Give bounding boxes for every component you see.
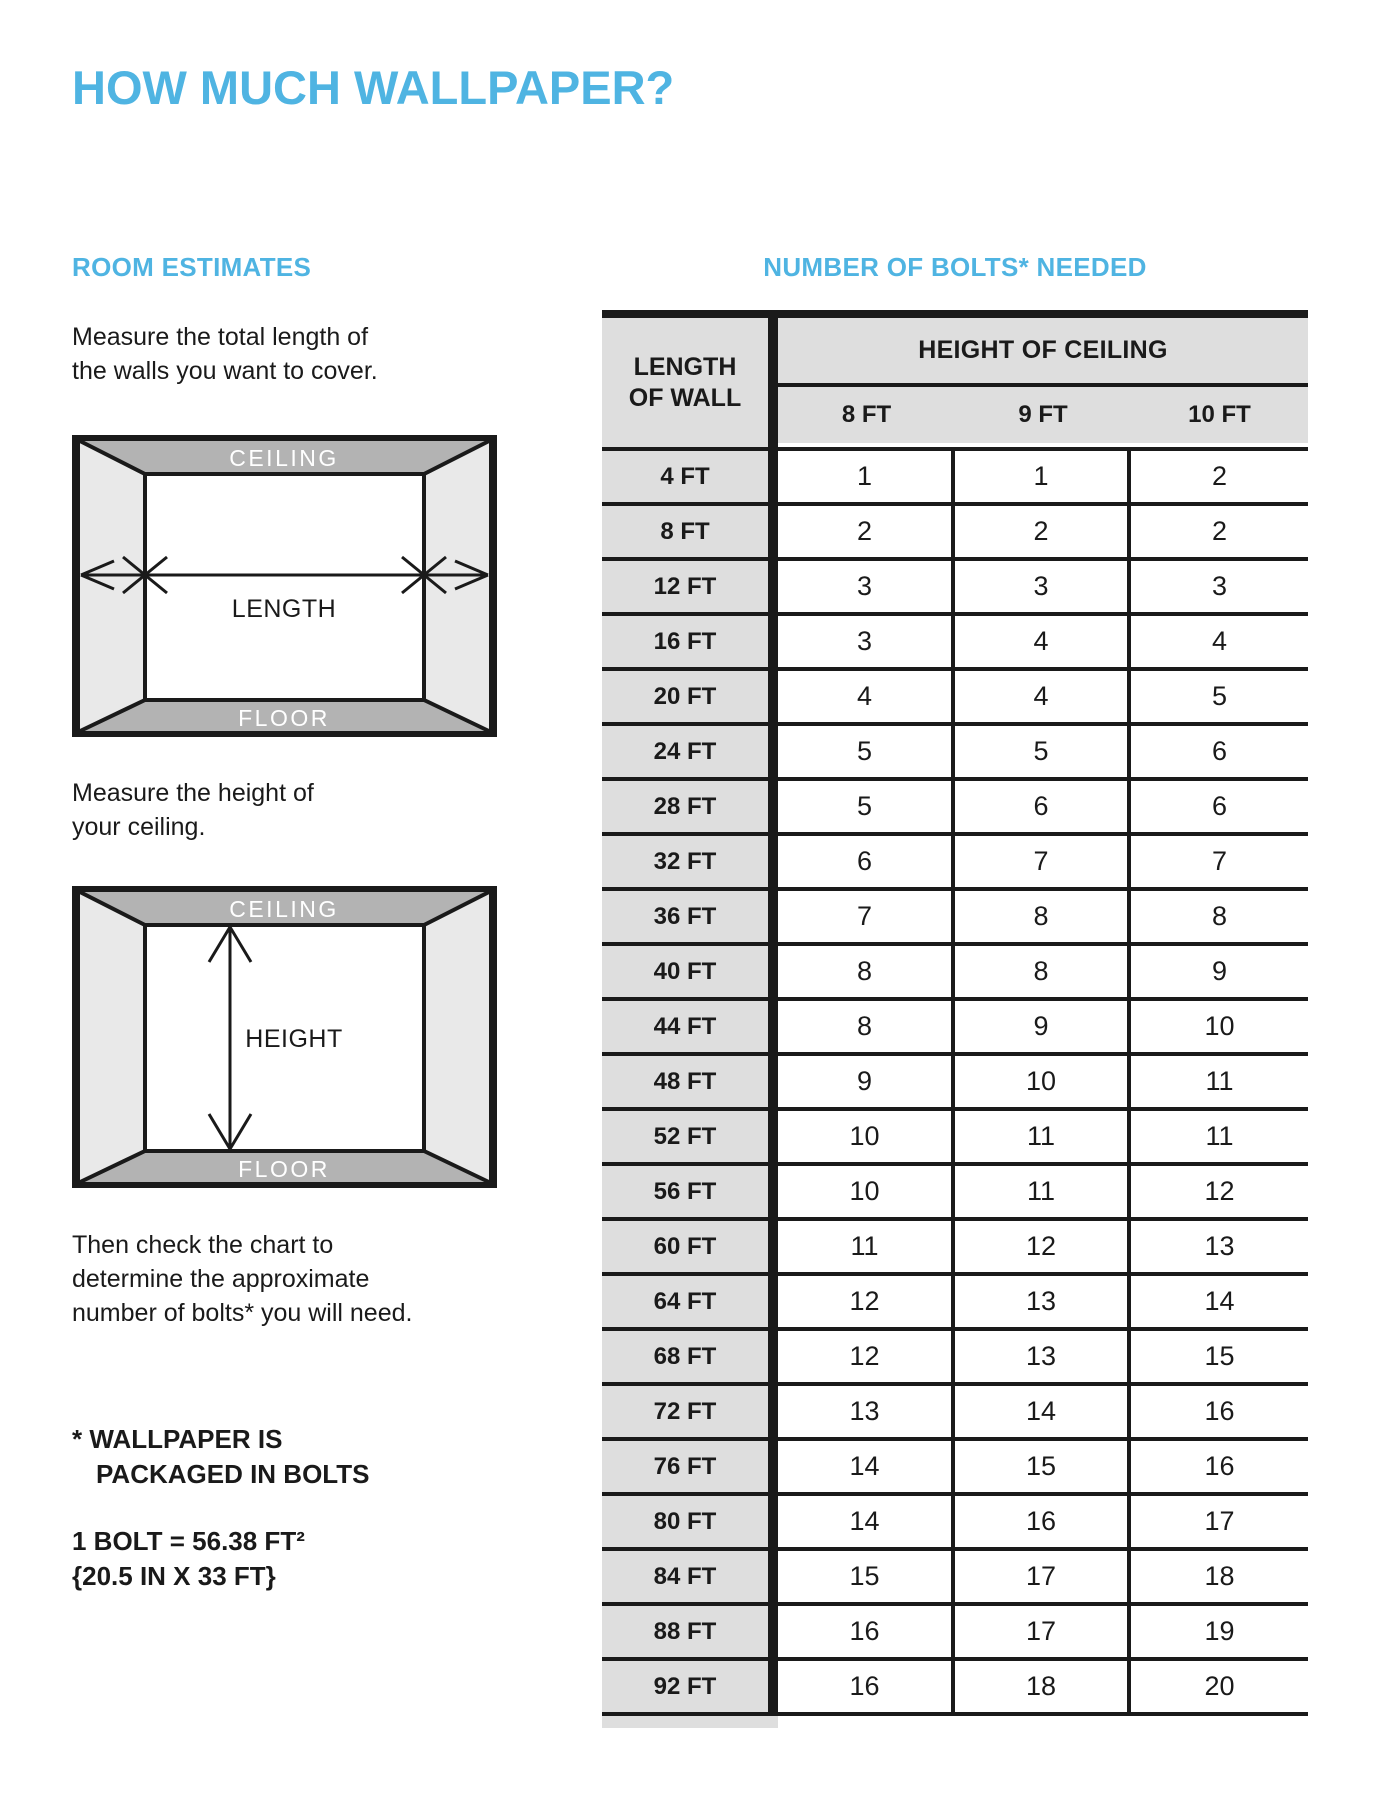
bolt-size-info <box>72 1524 305 1594</box>
bolts-needed-heading: NUMBER OF BOLTS* NEEDED <box>763 252 1147 282</box>
header-line: OF WALL <box>628 383 742 412</box>
table-cell: 5 <box>778 781 955 832</box>
bolt-info-line: 1 BOLT = 56.38 FT² <box>72 1526 305 1556</box>
row-label: 48 FT <box>602 1056 778 1107</box>
para-line: Measure the total length of <box>72 323 369 351</box>
table-row <box>602 506 1308 561</box>
row-label: 80 FT <box>602 1496 778 1547</box>
table-row <box>602 671 1308 726</box>
footnote-line: * WALLPAPER IS <box>72 1424 283 1454</box>
table-cell: 14 <box>778 1441 955 1492</box>
table-cell: 13 <box>1131 1221 1308 1272</box>
table-cell: 8 <box>955 946 1131 997</box>
table-cell: 17 <box>1131 1496 1308 1547</box>
table-cell: 19 <box>1131 1606 1308 1657</box>
room-length-diagram <box>72 435 497 737</box>
length-label: LENGTH <box>231 595 337 623</box>
row-label: 60 FT <box>602 1221 778 1272</box>
table-cell: 10 <box>778 1111 955 1162</box>
table-row <box>602 1221 1308 1276</box>
table-cell: 5 <box>955 726 1131 777</box>
row-label: 12 FT <box>602 561 778 612</box>
table-row <box>602 726 1308 781</box>
bolts-table <box>602 310 1308 1728</box>
table-cell: 3 <box>1131 561 1308 612</box>
row-label: 44 FT <box>602 1001 778 1052</box>
table-header <box>602 318 1308 451</box>
table-cell: 17 <box>955 1606 1131 1657</box>
table-cell: 6 <box>955 781 1131 832</box>
table-cell: 16 <box>1131 1386 1308 1437</box>
row-label: 16 FT <box>602 616 778 667</box>
table-cell: 7 <box>1131 836 1308 887</box>
row-label: 52 FT <box>602 1111 778 1162</box>
para-check-chart <box>72 1228 412 1330</box>
table-cell: 13 <box>955 1331 1131 1382</box>
footnote-line: PACKAGED IN BOLTS <box>96 1459 370 1489</box>
table-cell: 17 <box>955 1551 1131 1602</box>
table-cell: 14 <box>778 1496 955 1547</box>
table-cell: 2 <box>955 506 1131 557</box>
table-row <box>602 1386 1308 1441</box>
row-label: 72 FT <box>602 1386 778 1437</box>
table-cell: 6 <box>1131 726 1308 777</box>
row-label: 8 FT <box>602 506 778 557</box>
bolts-footnote <box>72 1422 369 1492</box>
para-line: your ceiling. <box>72 813 206 841</box>
table-cell: 3 <box>778 561 955 612</box>
room-height-diagram <box>72 886 497 1188</box>
table-cell: 9 <box>955 1001 1131 1052</box>
table-cell: 9 <box>778 1056 955 1107</box>
table-cell: 1 <box>778 451 955 502</box>
header-line: LENGTH <box>633 352 737 381</box>
table-cell: 14 <box>955 1386 1131 1437</box>
table-row <box>602 1551 1308 1606</box>
ceiling-label: CEILING <box>229 896 339 922</box>
table-cell: 3 <box>955 561 1131 612</box>
room-estimates-heading: ROOM ESTIMATES <box>72 252 312 282</box>
table-row <box>602 1111 1308 1166</box>
table-cell: 4 <box>955 671 1131 722</box>
table-cell: 18 <box>955 1661 1131 1712</box>
table-cell: 5 <box>1131 671 1308 722</box>
table-cell: 18 <box>1131 1551 1308 1602</box>
row-label: 32 FT <box>602 836 778 887</box>
table-cell: 5 <box>778 726 955 777</box>
back-wall <box>145 474 424 700</box>
table-row <box>602 1331 1308 1386</box>
table-cell: 10 <box>778 1166 955 1217</box>
height-of-ceiling-header: HEIGHT OF CEILING <box>778 318 1308 387</box>
table-cell: 7 <box>955 836 1131 887</box>
table-cell: 9 <box>1131 946 1308 997</box>
row-label: 36 FT <box>602 891 778 942</box>
table-cell: 8 <box>955 891 1131 942</box>
table-row <box>602 1056 1308 1111</box>
table-body <box>602 451 1308 1716</box>
table-cell: 3 <box>778 616 955 667</box>
table-cell: 4 <box>1131 616 1308 667</box>
row-label: 20 FT <box>602 671 778 722</box>
table-cell: 11 <box>955 1166 1131 1217</box>
row-label: 24 FT <box>602 726 778 777</box>
ceiling-height-header-group <box>778 318 1308 447</box>
table-cell: 15 <box>955 1441 1131 1492</box>
row-label: 4 FT <box>602 451 778 502</box>
table-row <box>602 1276 1308 1331</box>
para-measure-height <box>72 776 314 844</box>
col-header-8ft: 8 FT <box>841 401 892 428</box>
room-length-diagram-svg <box>72 435 497 737</box>
bolt-info-line: {20.5 IN X 33 FT} <box>72 1561 276 1591</box>
row-label: 76 FT <box>602 1441 778 1492</box>
table-cell: 16 <box>1131 1441 1308 1492</box>
table-row <box>602 891 1308 946</box>
table-cell: 2 <box>778 506 955 557</box>
para-line: Measure the height of <box>72 779 314 807</box>
row-label: 40 FT <box>602 946 778 997</box>
ceiling-height-columns <box>778 387 1308 443</box>
row-label: 56 FT <box>602 1166 778 1217</box>
table-cell: 10 <box>955 1056 1131 1107</box>
table-row <box>602 616 1308 671</box>
table-cell: 16 <box>955 1496 1131 1547</box>
table-cell: 13 <box>778 1386 955 1437</box>
table-row <box>602 1496 1308 1551</box>
table-row <box>602 781 1308 836</box>
table-cell: 11 <box>1131 1111 1308 1162</box>
page-title: HOW MUCH WALLPAPER? <box>72 61 675 114</box>
height-label: HEIGHT <box>245 1025 343 1053</box>
table-cell: 16 <box>778 1661 955 1712</box>
table-cell: 8 <box>778 946 955 997</box>
col-header-9ft: 9 FT <box>1018 401 1068 428</box>
row-label: 68 FT <box>602 1331 778 1382</box>
table-cell: 15 <box>1131 1331 1308 1382</box>
table-row <box>602 1441 1308 1496</box>
table-cell: 12 <box>778 1331 955 1382</box>
table-cell: 10 <box>1131 1001 1308 1052</box>
table-cell: 14 <box>1131 1276 1308 1327</box>
para-line: number of bolts* you will need. <box>72 1299 413 1327</box>
table-cell: 8 <box>778 1001 955 1052</box>
row-label: 92 FT <box>602 1661 778 1712</box>
para-line: Then check the chart to <box>72 1231 334 1259</box>
table-cell: 15 <box>778 1551 955 1602</box>
table-cell: 12 <box>955 1221 1131 1272</box>
table-cell: 13 <box>955 1276 1131 1327</box>
para-line: determine the approximate <box>72 1265 370 1293</box>
table-cell: 4 <box>778 671 955 722</box>
table-row <box>602 1001 1308 1056</box>
table-cell: 16 <box>778 1606 955 1657</box>
table-bottom-strip <box>602 1716 778 1728</box>
table-row <box>602 561 1308 616</box>
ceiling-label: CEILING <box>229 445 339 471</box>
length-of-wall-header <box>602 318 778 447</box>
table-cell: 11 <box>778 1221 955 1272</box>
row-label: 84 FT <box>602 1551 778 1602</box>
table-cell: 11 <box>1131 1056 1308 1107</box>
table-cell: 12 <box>1131 1166 1308 1217</box>
floor-label: FLOOR <box>238 705 330 731</box>
table-row <box>602 836 1308 891</box>
floor-label: FLOOR <box>238 1156 330 1182</box>
table-cell: 7 <box>778 891 955 942</box>
table-row <box>602 1606 1308 1661</box>
row-label: 64 FT <box>602 1276 778 1327</box>
table-cell: 8 <box>1131 891 1308 942</box>
para-measure-length <box>72 320 378 388</box>
table-cell: 6 <box>778 836 955 887</box>
table-row <box>602 451 1308 506</box>
para-line: the walls you want to cover. <box>72 357 378 385</box>
table-row <box>602 1661 1308 1716</box>
row-label: 28 FT <box>602 781 778 832</box>
col-header-10ft: 10 FT <box>1188 401 1251 428</box>
table-cell: 2 <box>1131 451 1308 502</box>
table-cell: 1 <box>955 451 1131 502</box>
table-row <box>602 946 1308 1001</box>
table-cell: 4 <box>955 616 1131 667</box>
table-row <box>602 1166 1308 1221</box>
table-cell: 2 <box>1131 506 1308 557</box>
table-cell: 12 <box>778 1276 955 1327</box>
table-cell: 20 <box>1131 1661 1308 1712</box>
row-label: 88 FT <box>602 1606 778 1657</box>
table-cell: 11 <box>955 1111 1131 1162</box>
table-cell: 6 <box>1131 781 1308 832</box>
room-height-diagram-svg <box>72 886 497 1188</box>
